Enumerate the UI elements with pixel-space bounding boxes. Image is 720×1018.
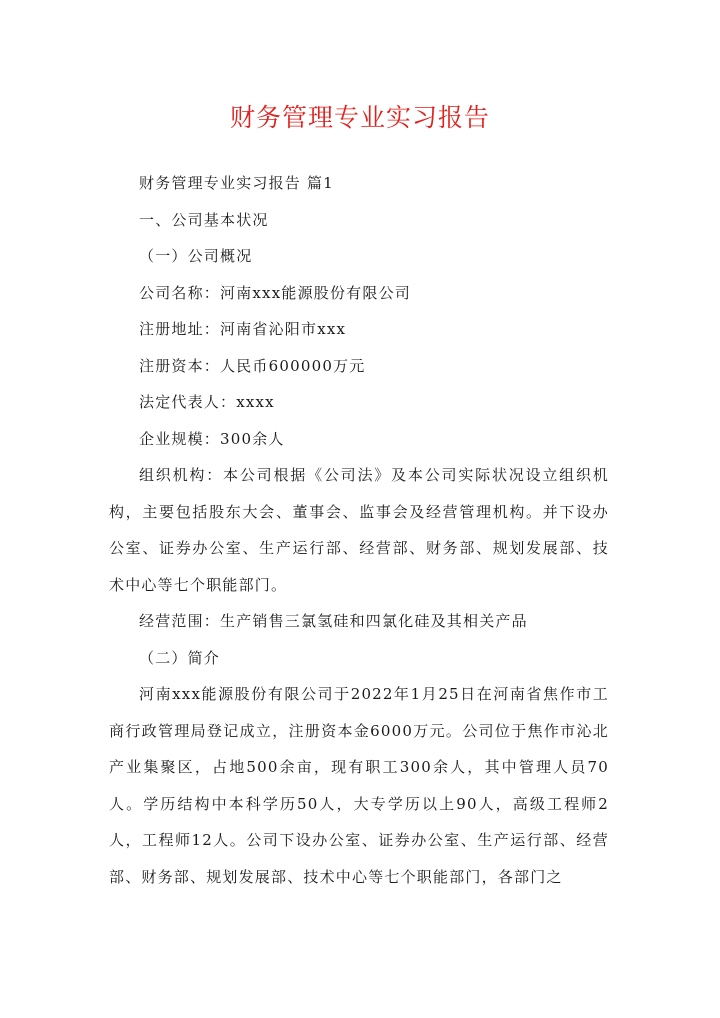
paragraph-introduction-heading: （二）简介 <box>139 648 221 667</box>
paragraph-business-scope: 经营范围：生产销售三氯氢硅和四氯化硅及其相关产品 <box>139 612 528 630</box>
paragraph-organization: 组织机构：本公司根据《公司法》及本公司实际状况设立组织机构，主要包括股东大会、董事会、监事会及经营管理机构。并下设办公室、证券办公室、生产运行部、经营部、财务部、规划发展部、技术中心等七个职能部门。 <box>109 466 609 594</box>
document-title: 财务管理专业实习报告 <box>229 103 490 132</box>
paragraph-company-name: 公司名称：河南xxx能源股份有限公司 <box>139 283 411 302</box>
paragraph-section-heading: 财务管理专业实习报告 篇1 <box>139 174 334 192</box>
paragraph-company-size: 企业规模：300余人 <box>139 429 285 448</box>
paragraph-company-basics-heading: 一、公司基本状况 <box>139 210 269 229</box>
document-body <box>109 165 609 895</box>
paragraph-overview-heading: （一）公司概况 <box>139 247 253 265</box>
paragraph-legal-representative: 法定代表人：xxxx <box>139 393 275 411</box>
paragraph-introduction: 河南xxx能源股份有限公司于2022年1月25日在河南省焦作市工商行政管理局登记成立，注册资本金6000万元。公司位于焦作市沁北产业集聚区，占地500余亩，现有职工300余人，其中管理人员70人。学历结构中本科学历50人，大专学历以上90人，高级工程师2人，工程师12人。公司下设办公室、证券办公室、生产运行部、经营部、财务部、规划发展部、技术中心等七个职能部门，各部门之 <box>109 685 609 886</box>
paragraph-registered-address: 注册地址：河南省沁阳市xxx <box>139 320 347 338</box>
paragraph-registered-capital: 注册资本：人民币600000万元 <box>139 356 366 375</box>
